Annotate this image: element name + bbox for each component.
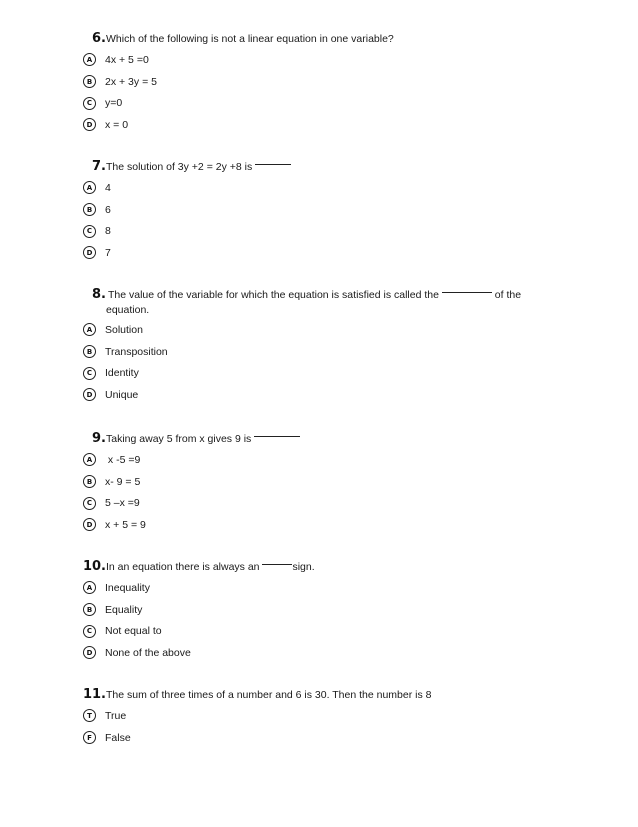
- option-bubble[interactable]: B: [83, 603, 96, 616]
- option-text: 7: [105, 246, 111, 259]
- question-text: The sum of three times of a number and 6 is 30. Then the number is 8: [106, 689, 432, 701]
- option-text: Unique: [105, 388, 139, 401]
- option-d[interactable]: [83, 114, 558, 136]
- question-number: 11.: [82, 687, 106, 702]
- option-text: 8: [105, 225, 111, 238]
- question-text-before: Taking away 5 from x gives 9 is: [106, 433, 252, 445]
- answer-blank: [254, 436, 300, 437]
- option-a[interactable]: [83, 319, 558, 341]
- question-text: [106, 160, 291, 175]
- option-text: Inequality: [105, 581, 150, 594]
- question-text-after: of the: [494, 289, 522, 301]
- option-d[interactable]: [83, 514, 558, 536]
- question-text-before: In an equation there is always an: [106, 561, 260, 573]
- option-text: x + 5 = 9: [105, 518, 146, 531]
- option-c[interactable]: [83, 492, 558, 514]
- option-bubble[interactable]: T: [83, 709, 96, 722]
- option-a[interactable]: [83, 577, 558, 599]
- option-text: Solution: [105, 323, 143, 336]
- question-6: [78, 31, 558, 136]
- option-c[interactable]: [83, 620, 558, 642]
- option-bubble[interactable]: D: [83, 646, 96, 659]
- question-number: 6.: [92, 31, 106, 46]
- option-bubble[interactable]: B: [83, 475, 96, 488]
- question-7: [78, 159, 558, 264]
- option-bubble[interactable]: C: [83, 497, 96, 510]
- option-b[interactable]: [83, 199, 558, 221]
- option-d[interactable]: [83, 642, 558, 664]
- option-a[interactable]: [83, 177, 558, 199]
- option-bubble[interactable]: D: [83, 388, 96, 401]
- option-bubble[interactable]: F: [83, 731, 96, 744]
- option-d[interactable]: [83, 384, 558, 406]
- option-d[interactable]: [83, 242, 558, 264]
- option-text: True: [105, 709, 127, 722]
- option-c[interactable]: [83, 220, 558, 242]
- option-bubble[interactable]: D: [83, 118, 96, 131]
- option-c[interactable]: [83, 362, 558, 384]
- answer-blank: [255, 164, 291, 165]
- option-a[interactable]: [83, 49, 558, 71]
- option-text: x- 9 = 5: [105, 475, 141, 488]
- question-text: Which of the following is not a linear equation in one variable?: [106, 33, 394, 45]
- option-b[interactable]: [83, 71, 558, 93]
- question-number: 10.: [82, 559, 106, 574]
- question-10: [78, 559, 558, 664]
- option-text: x = 0: [105, 118, 129, 131]
- option-b[interactable]: [83, 599, 558, 621]
- option-bubble[interactable]: A: [83, 581, 96, 594]
- option-text: 6: [105, 203, 111, 216]
- option-text: 4: [105, 181, 111, 194]
- option-text: y=0: [105, 97, 123, 110]
- question-8: [78, 287, 558, 406]
- option-text: Equality: [105, 603, 143, 616]
- option-text: 2x + 3y = 5: [105, 75, 157, 88]
- question-text: [108, 288, 521, 303]
- option-text: False: [105, 731, 131, 744]
- option-bubble[interactable]: A: [83, 453, 96, 466]
- answer-blank: [262, 564, 292, 565]
- option-bubble[interactable]: B: [83, 203, 96, 216]
- question-9: [78, 431, 558, 536]
- question-number: 7.: [92, 159, 106, 174]
- option-false[interactable]: [83, 727, 558, 749]
- option-bubble[interactable]: C: [83, 367, 96, 380]
- option-bubble[interactable]: C: [83, 225, 96, 238]
- option-bubble[interactable]: D: [83, 518, 96, 531]
- option-bubble[interactable]: C: [83, 625, 96, 638]
- question-text-line2: equation.: [106, 304, 150, 316]
- option-bubble[interactable]: B: [83, 75, 96, 88]
- option-true[interactable]: [83, 705, 558, 727]
- question-number: 9.: [92, 431, 106, 446]
- option-bubble[interactable]: A: [83, 323, 96, 336]
- question-text-before: The solution of 3y +2 = 2y +8 is: [106, 161, 253, 173]
- option-bubble[interactable]: A: [83, 53, 96, 66]
- option-text: 4x + 5 =0: [105, 53, 149, 66]
- option-bubble[interactable]: D: [83, 246, 96, 259]
- option-text: x -5 =9: [105, 453, 141, 466]
- question-text: [106, 432, 300, 447]
- option-b[interactable]: [83, 341, 558, 363]
- option-text: None of the above: [105, 646, 191, 659]
- option-b[interactable]: [83, 471, 558, 493]
- option-bubble[interactable]: B: [83, 345, 96, 358]
- option-text: Not equal to: [105, 625, 162, 638]
- option-text: 5 –x =9: [105, 497, 140, 510]
- question-text-after: sign.: [292, 561, 315, 573]
- question-text-before: The value of the variable for which the equation is satisfied is called the: [108, 289, 439, 301]
- option-bubble[interactable]: A: [83, 181, 96, 194]
- question-11: [78, 687, 558, 748]
- option-text: Transposition: [105, 345, 168, 358]
- answer-blank: [442, 292, 492, 293]
- option-a[interactable]: [83, 449, 558, 471]
- option-bubble[interactable]: C: [83, 97, 96, 110]
- question-number: 8.: [92, 287, 106, 302]
- option-text: Identity: [105, 367, 139, 380]
- question-text: [106, 560, 315, 575]
- option-c[interactable]: [83, 92, 558, 114]
